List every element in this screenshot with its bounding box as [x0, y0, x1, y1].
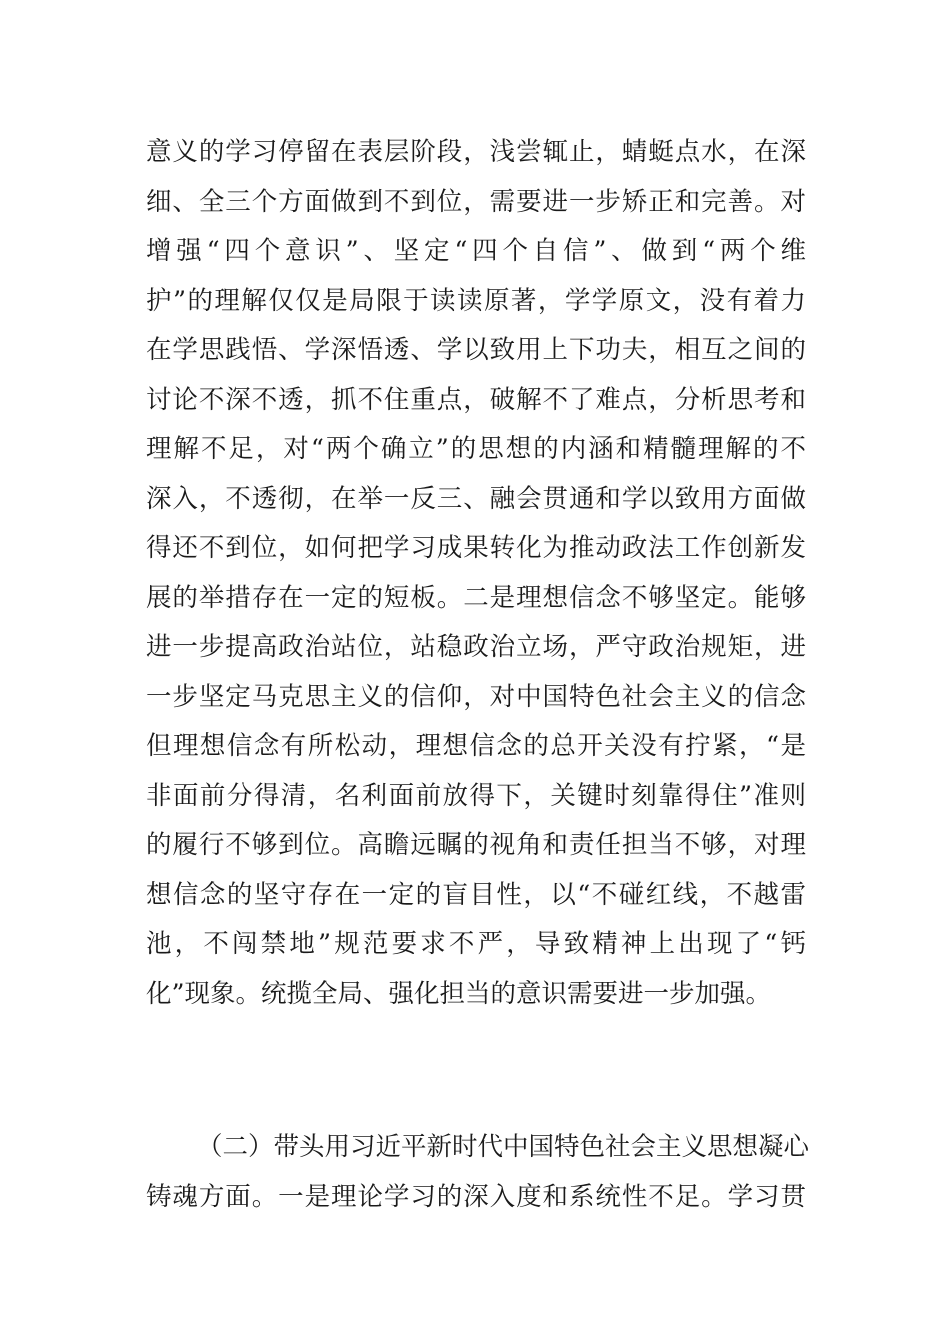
text-line: 铸魂方面。一是理论学习的深入度和系统性不足。学习贯 [146, 1182, 806, 1212]
text-line: 但理想信念有所松动，理想信念的总开关没有拧紧，“是 [146, 731, 806, 761]
text-line: 的履行不够到位。高瞻远瞩的视角和责任担当不够，对理 [146, 830, 806, 860]
text-line: 进一步提高政治站位，站稳政治立场，严守政治规矩，进 [146, 632, 806, 662]
text-line: 讨论不深不透，抓不住重点，破解不了难点，分析思考和 [146, 385, 806, 415]
text-line: 细、全三个方面做到不到位，需要进一步矫正和完善。对 [146, 187, 806, 217]
text-line: 化”现象。统揽全局、强化担当的意识需要进一步加强。 [146, 979, 772, 1009]
text-line: 在学思践悟、学深悟透、学以致用上下功夫，相互之间的 [146, 335, 806, 365]
text-line: 护”的理解仅仅是局限于读读原著，学学原文，没有着力 [146, 286, 806, 316]
text-line: 得还不到位，如何把学习成果转化为推动政法工作创新发 [146, 533, 806, 563]
text-line: 理解不足，对“两个确立”的思想的内涵和精髓理解的不 [146, 434, 806, 464]
text-line: 意义的学习停留在表层阶段，浅尝辄止，蜻蜓点水，在深 [146, 137, 806, 167]
text-line: 非面前分得清，名利面前放得下，关键时刻靠得住”准则 [146, 781, 806, 811]
text-line: 增强“四个意识”、坚定“四个自信”、做到“两个维 [146, 236, 806, 266]
text-line: 池，不闯禁地”规范要求不严，导致精神上出现了“钙 [146, 929, 806, 959]
text-line: 想信念的坚守存在一定的盲目性，以“不碰红线，不越雷 [146, 880, 806, 910]
text-line: 展的举措存在一定的短板。二是理想信念不够坚定。能够 [146, 583, 806, 613]
text-line: （二）带头用习近平新时代中国特色社会主义思想凝心 [197, 1132, 810, 1162]
text-line: 一步坚定马克思主义的信仰，对中国特色社会主义的信念 [146, 682, 806, 712]
text-line: 深入，不透彻，在举一反三、融会贯通和学以致用方面做 [146, 484, 806, 514]
